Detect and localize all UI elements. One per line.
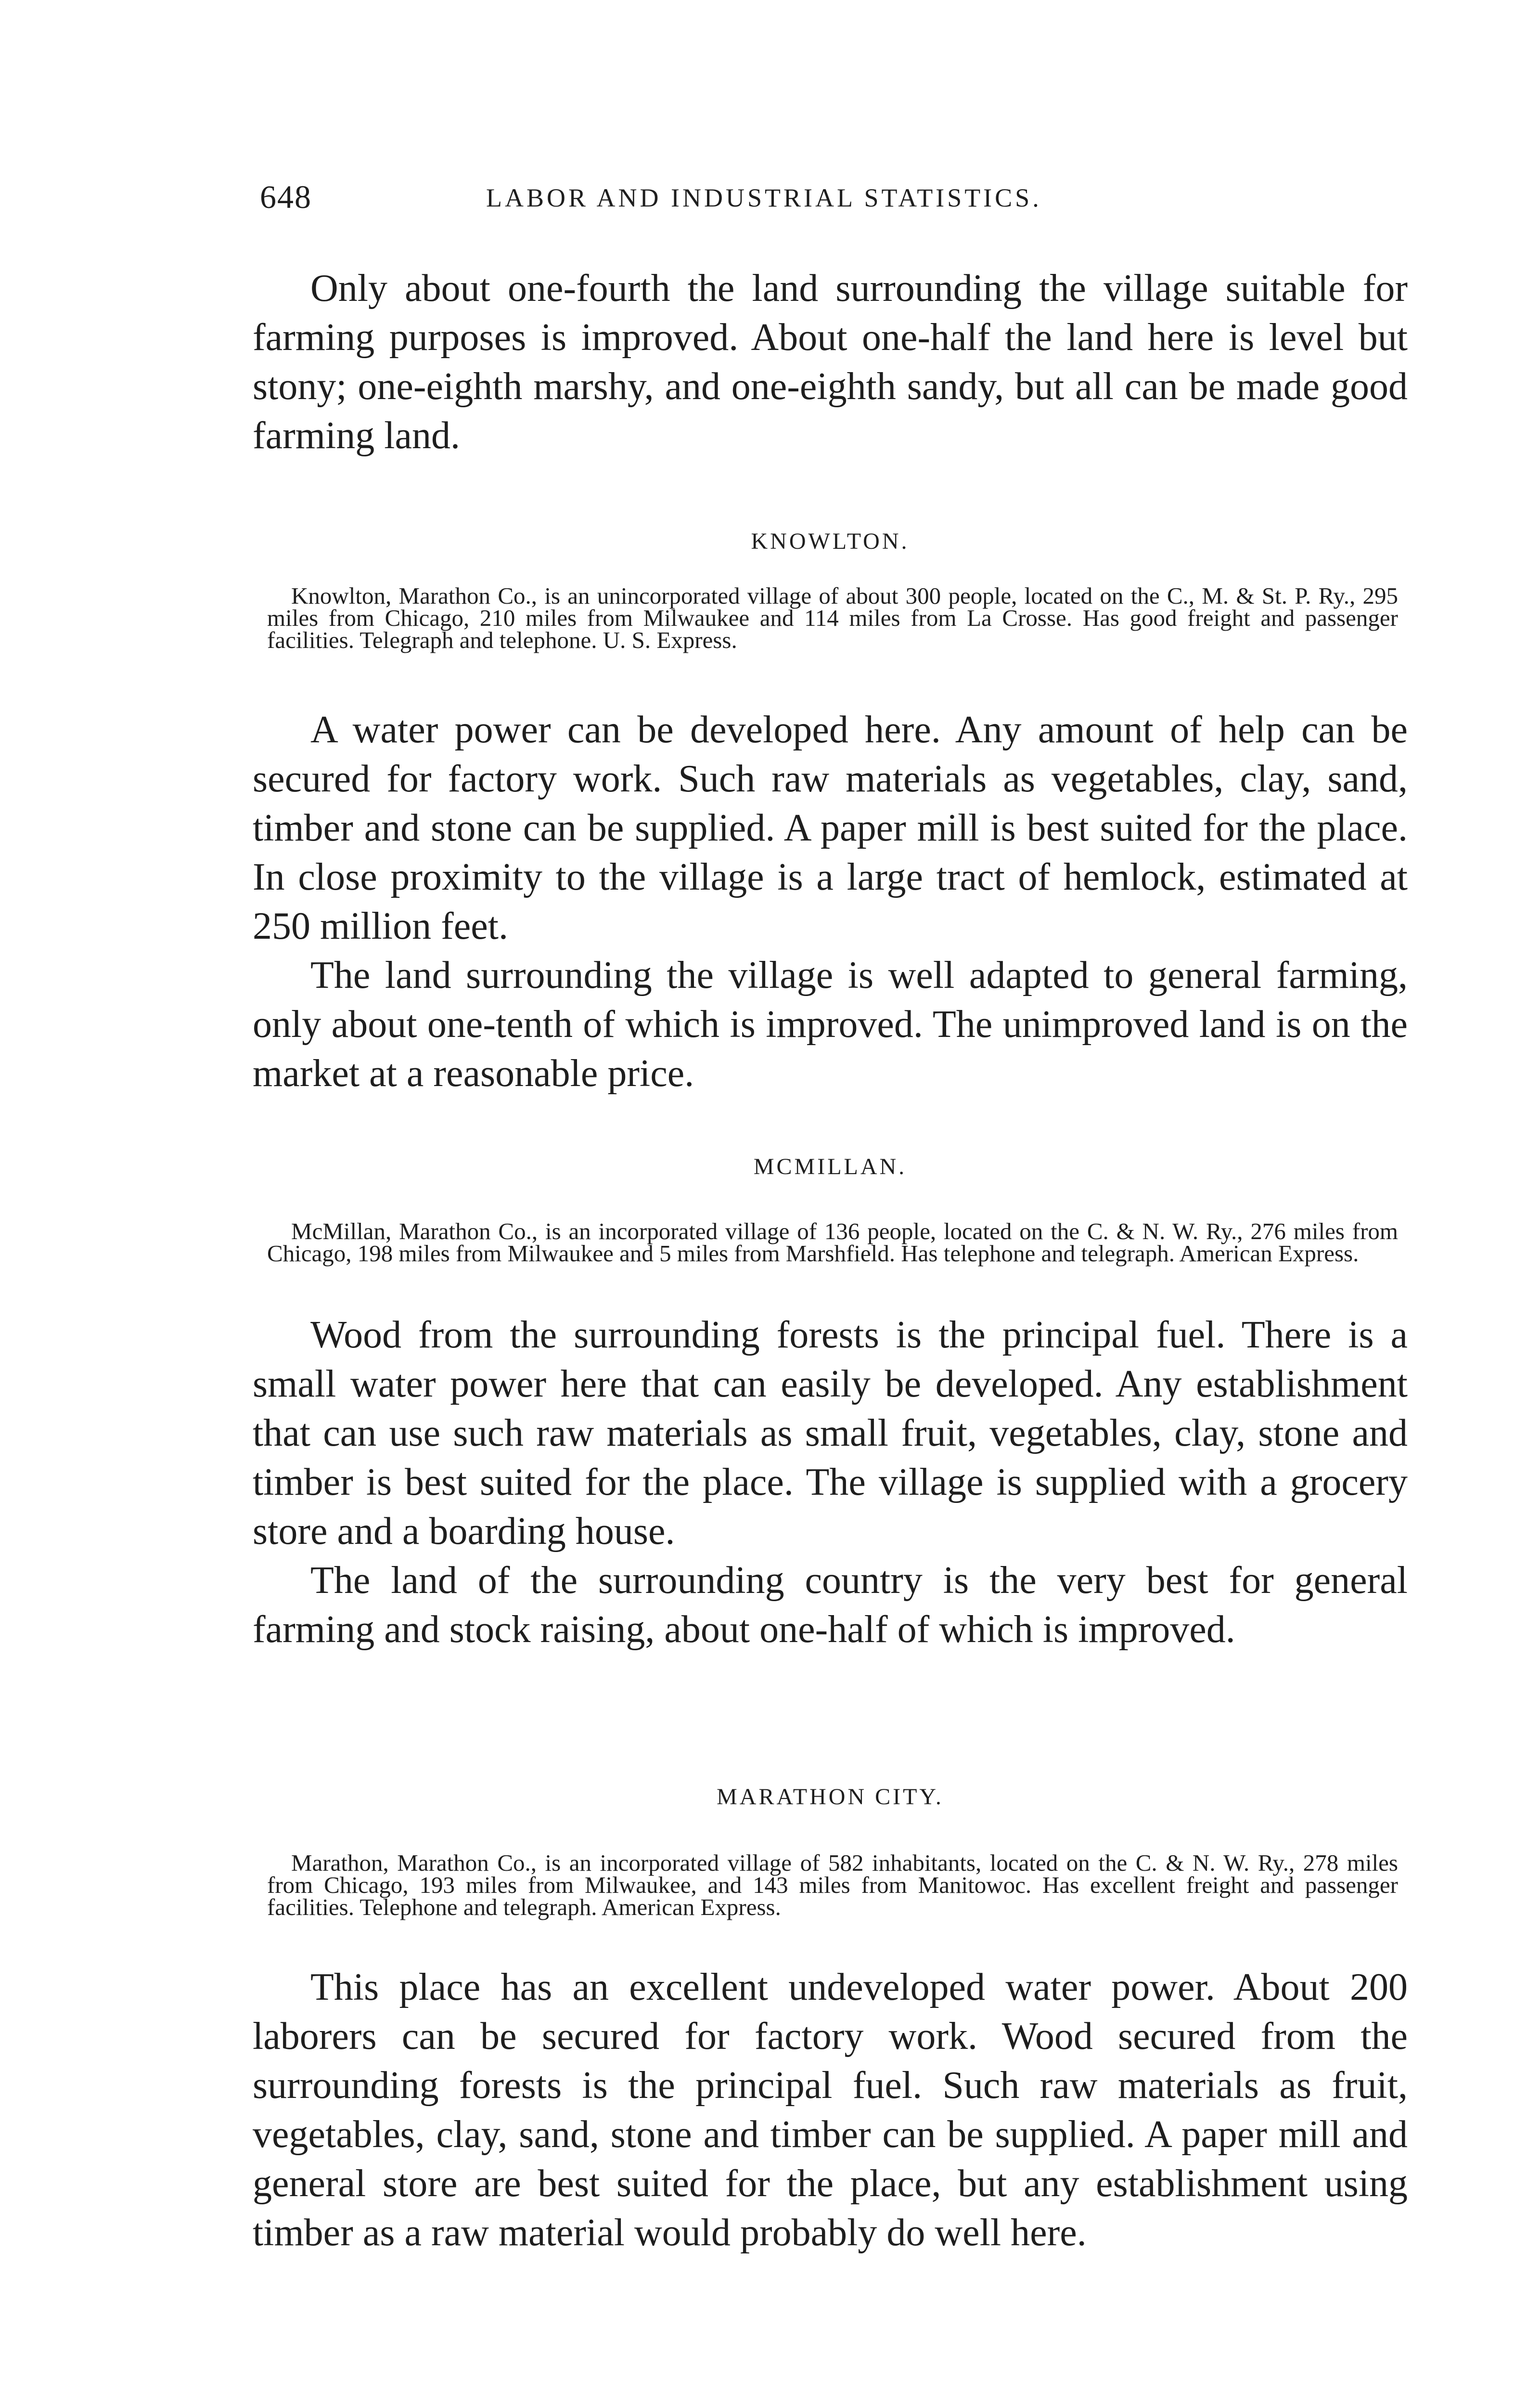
section-heading-knowlton: KNOWLTON. <box>751 529 910 554</box>
page-header <box>260 178 1405 221</box>
body-paragraph: A water power can be developed here. Any amount of help can be secured for factory work. Such raw materials as vegetables, clay, sand, timber and stone can be supplied. A paper mill is best suited for the place. In close proximity to the village is a large tract of hemlock, estimated at 250 million feet. <box>253 709 1408 947</box>
body-paragraph: This place has an excellent undeveloped water power. About 200 laborers can be secured for factory work. Wood secured from the surrounding forests is the principal fuel. Such raw materials as fruit, vegetables, clay, sand, stone and timber can be supplied. A paper mill and general store are best suited for the place, but any establishment using timber as a raw material would probably do well here. <box>253 1966 1408 2254</box>
section-body-mcmillan <box>253 1310 1408 1654</box>
intro-text <box>253 264 1408 460</box>
body-paragraph: The land surrounding the village is well adapted to general farming, only about one-tenth of which is improved. The unimproved land is on the market at a reasonable price. <box>253 954 1408 1095</box>
running-head: LABOR AND INDUSTRIAL STATISTICS. <box>486 183 1042 212</box>
section-summary-knowlton: Knowlton, Marathon Co., is an unincorporated village of about 300 people, located on the C., M. & St. P. Ry., 295 miles from Chicago, 210 miles from Milwaukee and 114 miles from La Crosse. Has good freight and passenger facilities. Telegraph and telephone. U. S. Express. <box>267 582 1398 653</box>
body-paragraph: Only about one-fourth the land surrounding the village suitable for farming purposes is improved. About one-half the land here is level but stony; one-eighth marshy, and one-eighth sandy, but all can be made good farming land. <box>253 267 1408 457</box>
section-heading-marathon-city: MARATHON CITY. <box>717 1784 944 1810</box>
section-body-knowlton <box>253 705 1408 1098</box>
section-summary-marathon-city: Marathon, Marathon Co., is an incorporated village of 582 inhabitants, located on the C. & N. W. Ry., 278 miles from Chicago, 193 miles from Milwaukee, and 143 miles from Manitowoc. Has excellent freight and passenger facilities. Telephone and telegraph. American Express. <box>267 1850 1398 1920</box>
page-number: 648 <box>260 179 312 215</box>
section-body-marathon-city <box>253 1963 1408 2257</box>
section-summary-mcmillan: McMillan, Marathon Co., is an incorporated village of 136 people, located on the C. & N. W. Ry., 276 miles from Chicago, 198 miles from Milwaukee and 5 miles from Marshfield. Has telephone and telegraph. American Express. <box>267 1218 1398 1267</box>
body-paragraph: Wood from the surrounding forests is the principal fuel. There is a small water power here that can easily be developed. Any establishment that can use such raw materials as small fruit, vegetables, clay, stone and timber is best suited for the place. The village is supplied with a grocery store and a boarding house. <box>253 1314 1408 1553</box>
section-heading-mcmillan: MCMILLAN. <box>753 1154 907 1179</box>
body-paragraph: The land of the surrounding country is the very best for general farming and stock raising, about one-half of which is improved. <box>253 1559 1408 1651</box>
